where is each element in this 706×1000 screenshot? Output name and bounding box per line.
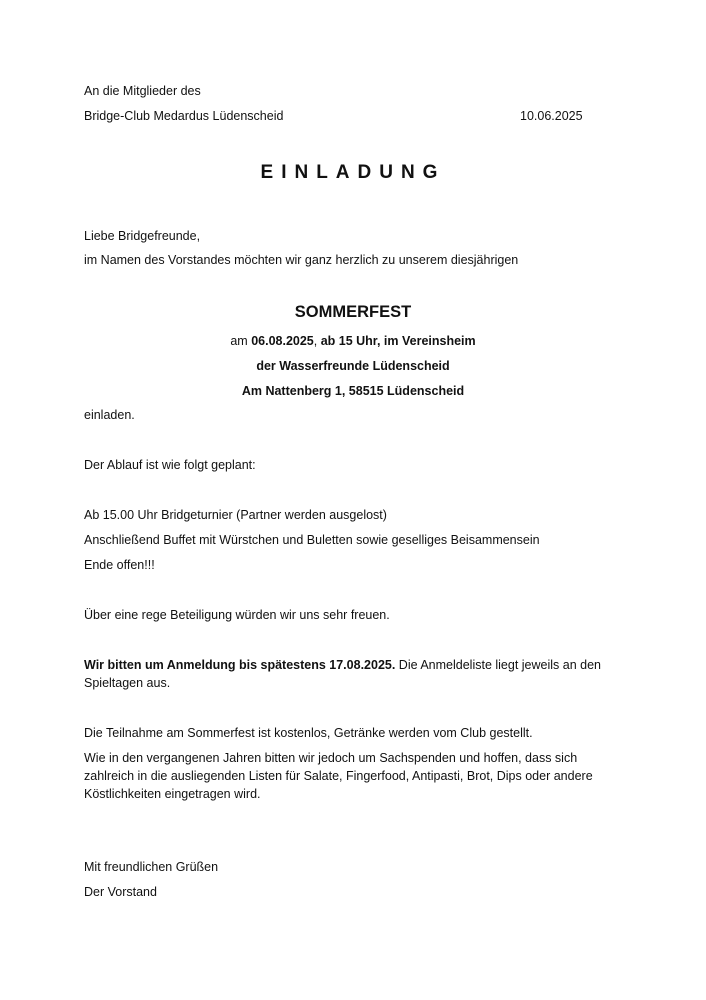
donations-paragraph: Wie in den vergangenen Jahren bitten wir jedoch um Sachspenden und hoffen, dass sich zahlreich in die ausliegenden Listen für Salate, Fingerfood, Antipasti, Brot, Dips oder andere Köstlichkeiten eingetragen wird. — [84, 751, 593, 801]
event-time-venue: ab 15 Uhr, im Vereinsheim — [320, 334, 476, 348]
schedule-item: Ab 15.00 Uhr Bridgeturnier (Partner werden ausgelost) — [84, 508, 387, 522]
free-participation-text: Die Teilnahme am Sommerfest ist kostenlos, Getränke werden vom Club gestellt. — [84, 726, 533, 740]
schedule-item: Ende offen!!! — [84, 558, 155, 572]
event-address-line — [0, 383, 706, 399]
event-name: SOMMERFEST — [294, 303, 412, 321]
registration-paragraph — [84, 656, 624, 692]
letter-title: EINLADUNG — [260, 162, 446, 183]
event-venue-line — [0, 358, 706, 374]
schedule-intro: Der Ablauf ist wie folgt geplant: — [84, 458, 256, 472]
event-date: 06.08.2025 — [251, 334, 314, 348]
recipient-line-2: Bridge-Club Medardus Lüdenscheid — [84, 109, 284, 123]
event-date-line — [0, 333, 706, 349]
invite-end: einladen. — [84, 408, 135, 422]
greeting: Liebe Bridgefreunde, — [84, 229, 201, 243]
registration-note: Die Anmeldeliste liegt jeweils an den Spieltagen aus. — [84, 658, 601, 690]
event-date-prefix: am — [230, 334, 252, 348]
event-date-separator: , — [313, 334, 321, 348]
event-venue: der Wasserfreunde Lüdenscheid — [256, 359, 450, 373]
intro-text: im Namen des Vorstandes möchten wir ganz herzlich zu unserem diesjährigen — [84, 253, 519, 267]
schedule-item: Anschließend Buffet mit Würstchen und Buletten sowie geselliges Beisammensein — [84, 533, 540, 547]
recipient-line-1: An die Mitglieder des — [84, 84, 201, 98]
event-address: Am Nattenberg 1, 58515 Lüdenscheid — [241, 384, 465, 398]
closing: Mit freundlichen Grüßen — [84, 860, 219, 874]
signature: Der Vorstand — [84, 885, 157, 899]
participation-text: Über eine rege Beteiligung würden wir uns sehr freuen. — [84, 608, 390, 622]
registration-deadline: Wir bitten um Anmeldung bis spätestens 17.08.2025. — [84, 658, 396, 672]
letter-date: 10.06.2025 — [520, 109, 583, 123]
